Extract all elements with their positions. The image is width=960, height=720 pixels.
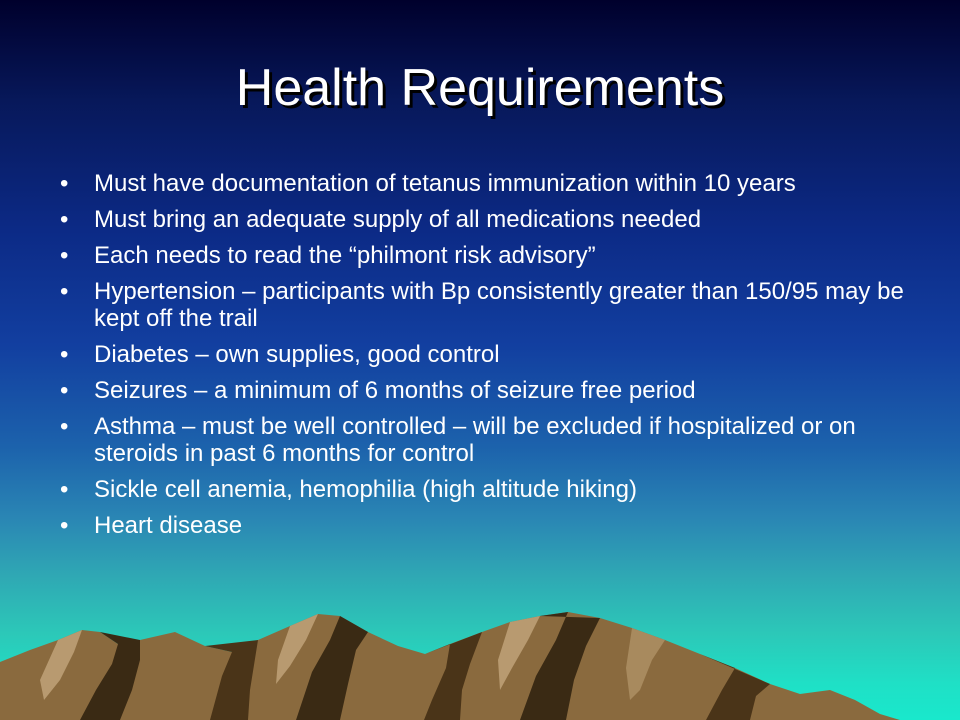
bullet-icon: • xyxy=(60,170,69,197)
bullet-icon: • xyxy=(60,206,69,233)
bullet-text: Hypertension – participants with Bp consistently greater than 150/95 may be kept off the trail xyxy=(94,278,904,332)
bullet-icon: • xyxy=(60,413,69,440)
bullet-icon: • xyxy=(60,512,69,539)
list-item xyxy=(0,206,960,233)
bullet-text: Each needs to read the “philmont risk advisory” xyxy=(94,242,596,269)
list-item xyxy=(0,476,960,503)
bullet-list xyxy=(0,170,960,548)
bullet-text: Seizures – a minimum of 6 months of seizure free period xyxy=(94,377,696,404)
bullet-text: Asthma – must be well controlled – will be excluded if hospitalized or on steroids in past 6 months for control xyxy=(94,413,856,467)
bullet-text: Must have documentation of tetanus immunization within 10 years xyxy=(94,170,796,197)
bullet-icon: • xyxy=(60,377,69,404)
bullet-icon: • xyxy=(60,242,69,269)
list-item xyxy=(0,413,960,467)
list-item xyxy=(0,170,960,197)
bullet-icon: • xyxy=(60,476,69,503)
list-item xyxy=(0,242,960,269)
slide-title: Health Requirements xyxy=(235,59,725,117)
bullet-text: Sickle cell anemia, hemophilia (high altitude hiking) xyxy=(94,476,637,503)
bullet-text: Must bring an adequate supply of all medications needed xyxy=(94,206,702,233)
bullet-icon: • xyxy=(60,278,69,305)
list-item xyxy=(0,278,960,332)
bullet-text: Diabetes – own supplies, good control xyxy=(94,341,500,368)
bullet-icon: • xyxy=(60,341,69,368)
bullet-text: Heart disease xyxy=(94,512,243,539)
list-item xyxy=(0,377,960,404)
list-item xyxy=(0,341,960,368)
list-item xyxy=(0,512,960,539)
